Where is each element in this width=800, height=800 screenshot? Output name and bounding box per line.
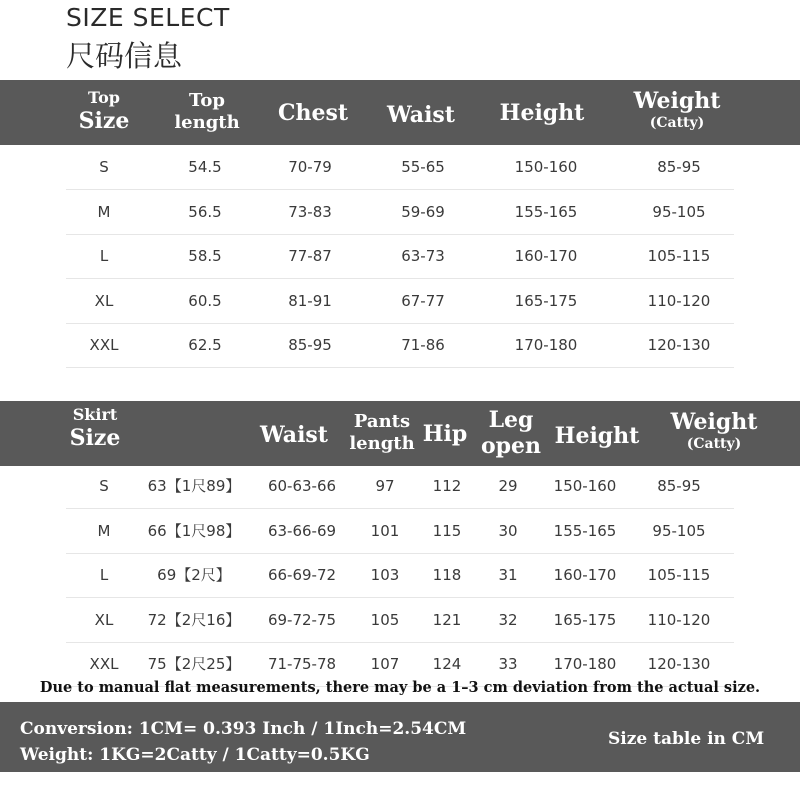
table-cell: 118 [432,566,462,584]
table-cell: 63-66-69 [267,521,337,540]
table-cell: L [99,566,109,584]
table-cell: 72【2尺16】 [147,610,241,629]
table-cell: 55-65 [401,158,445,176]
skirt-table-header [0,401,800,466]
header-waist: Waist [387,102,455,128]
table-row [66,509,734,554]
table-row [66,234,734,279]
table-cell: 170-180 [514,336,578,354]
table-cell: 150-160 [553,477,617,495]
conversion-text: Conversion: 1CM= 0.393 Inch / 1Inch=2.54CM [20,719,467,739]
table-cell: 81-91 [288,291,332,310]
table-cell: 77-87 [288,247,332,265]
table-cell: 95-105 [652,202,706,221]
table-cell: 105 [370,610,400,629]
table-cell: 85-95 [657,477,701,495]
table-cell: 120-130 [647,336,711,354]
weight-conversion-text: Weight: 1KG=2Catty / 1Catty=0.5KG [20,745,370,765]
table-cell: L [99,247,109,265]
header-chest: Chest [277,100,349,126]
table-cell: 170-180 [553,655,617,673]
table-cell: 105-115 [647,566,711,584]
header-leg-open: Leg open [480,407,542,459]
table-cell: 115 [432,521,462,540]
table-cell: 69-72-75 [267,610,337,629]
table-cell: 110-120 [647,610,711,629]
table-cell: 155-165 [514,202,578,221]
table-cell: 75【2尺25】 [147,655,241,673]
table-cell: 120-130 [647,655,711,673]
table-cell: 95-105 [652,521,706,540]
table-cell: 155-165 [553,521,617,540]
header-top-size: Top Size [78,88,130,134]
table-cell: 66-69-72 [267,566,337,584]
page-subtitle: 尺码信息 [66,39,183,73]
table-cell: 150-160 [514,158,578,176]
table-cell: 103 [370,566,400,584]
table-row [66,145,734,190]
table-cell: 124 [432,655,462,673]
table-row [66,598,734,643]
header-pants-length: Pants length [349,411,415,454]
table-cell: 58.5 [188,247,222,265]
table-cell: 31 [498,566,518,584]
table-cell: XL [94,291,114,310]
table-cell: 69【2尺】 [157,566,231,584]
header-skirt-height: Height [554,423,640,449]
table-cell: 112 [432,477,462,495]
table-cell: 165-175 [553,610,617,629]
footer-band [0,702,800,772]
header-skirt-weight: Weight (Catty) [670,409,758,452]
table-cell: 63-73 [401,247,445,265]
table-cell: 32 [498,610,518,629]
header-height: Height [499,100,585,126]
table-cell: 29 [498,477,518,495]
table-cell: M [97,521,111,540]
header-skirt-size: Skirt Size [69,405,121,451]
table-cell: 71-75-78 [267,655,337,673]
table-cell: 67-77 [401,291,445,310]
table-cell: 110-120 [647,291,711,310]
measurement-note: Due to manual flat measurements, there may be a 1–3 cm deviation from the actual size. [39,679,761,696]
header-weight: Weight (Catty) [633,88,721,131]
table-row [66,279,734,324]
header-top-length: Top length [174,90,240,133]
table-cell: 121 [432,610,462,629]
table-cell: 85-95 [657,158,701,176]
table-cell: 160-170 [514,247,578,265]
table-row [66,464,734,509]
table-cell: 70-79 [288,158,332,176]
table-cell: S [99,477,109,495]
table-row [66,323,734,368]
table-cell: 73-83 [288,202,332,221]
table-cell: S [99,158,109,176]
table-cell: 60-63-66 [267,477,337,495]
table-cell: 101 [370,521,400,540]
table-cell: 165-175 [514,291,578,310]
table-cell: 54.5 [188,158,222,176]
table-cell: 63【1尺89】 [147,477,241,495]
table-cell: 85-95 [288,336,332,354]
table-cell: XXL [89,655,119,673]
table-cell: 97 [375,477,395,495]
top-table-header [0,80,800,145]
table-cell: 62.5 [188,336,222,354]
header-skirt-waist: Waist [260,422,328,448]
unit-note: Size table in CM [608,729,765,749]
table-cell: 60.5 [188,291,222,310]
table-cell: 71-86 [401,336,445,354]
table-cell: 33 [498,655,518,673]
table-cell: 56.5 [188,202,222,221]
table-cell: 66【1尺98】 [147,521,241,540]
table-cell: 160-170 [553,566,617,584]
table-cell: M [97,202,111,221]
table-cell: 105-115 [647,247,711,265]
table-cell: 107 [370,655,400,673]
table-cell: XXL [89,336,119,354]
table-cell: XL [94,610,114,629]
table-row [66,553,734,598]
table-row [66,190,734,235]
header-hip: Hip [422,421,468,447]
table-cell: 59-69 [401,202,445,221]
page-title: SIZE SELECT [66,3,230,32]
table-cell: 30 [498,521,518,540]
